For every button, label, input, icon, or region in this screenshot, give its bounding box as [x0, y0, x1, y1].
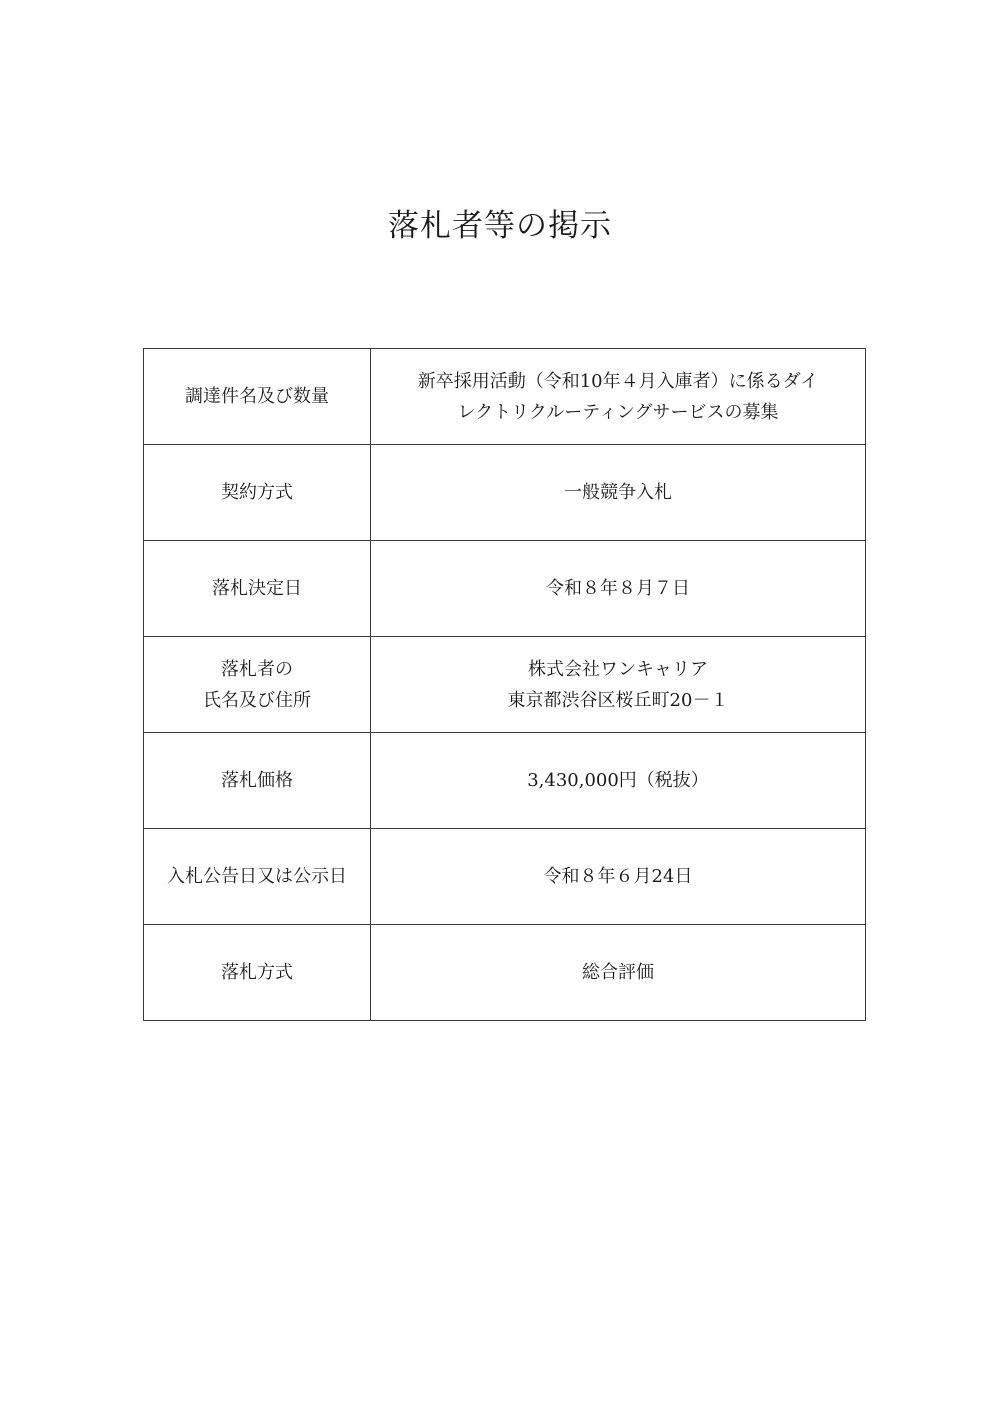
row-value-line: 東京都渋谷区桜丘町20－１ [507, 689, 729, 711]
table-row-procurement-item [144, 349, 866, 445]
page-title: 落札者等の掲示 [388, 208, 612, 244]
row-label-winner [144, 637, 371, 733]
table-row-winner [144, 637, 866, 733]
row-value-line: 令和８年６月24日 [543, 866, 693, 887]
row-label-line: 落札決定日 [212, 578, 302, 599]
row-label-award-date [144, 541, 371, 637]
row-label-line: 入札公告日又は公示日 [167, 866, 347, 887]
row-value-award-price [371, 733, 866, 829]
row-value-winner [371, 637, 866, 733]
row-label-award-price [144, 733, 371, 829]
row-value-line: 株式会社ワンキャリア [528, 658, 708, 680]
row-value-line: 一般競争入札 [564, 482, 672, 503]
table-row-announcement-date [144, 829, 866, 925]
row-label-line: 契約方式 [221, 482, 293, 503]
table-row-award-price [144, 733, 866, 829]
row-label-award-method [144, 925, 371, 1021]
row-value-contract-method [371, 445, 866, 541]
row-label-line: 落札者の [221, 658, 293, 680]
row-value-line: 総合評価 [582, 962, 654, 983]
row-label-announcement-date [144, 829, 371, 925]
row-value-line: 3,430,000円（税抜） [527, 770, 709, 791]
award-info-table [143, 348, 866, 1021]
row-value-announcement-date [371, 829, 866, 925]
row-label-line: 調達件名及び数量 [185, 386, 329, 407]
row-label-line: 落札方式 [221, 962, 293, 983]
row-label-contract-method [144, 445, 371, 541]
row-value-procurement-item [371, 349, 866, 445]
row-value-line: レクトリクルーティングサービスの募集 [457, 401, 779, 423]
row-label-line: 落札価格 [221, 770, 293, 791]
row-label-line: 氏名及び住所 [203, 689, 311, 711]
table-row-award-date [144, 541, 866, 637]
row-label-procurement-item [144, 349, 371, 445]
table-row-contract-method [144, 445, 866, 541]
table-row-award-method [144, 925, 866, 1021]
row-value-award-date [371, 541, 866, 637]
row-value-line: 新卒採用活動（令和10年４月入庫者）に係るダイ [417, 370, 819, 392]
row-value-line: 令和８年８月７日 [546, 578, 690, 599]
row-value-award-method [371, 925, 866, 1021]
